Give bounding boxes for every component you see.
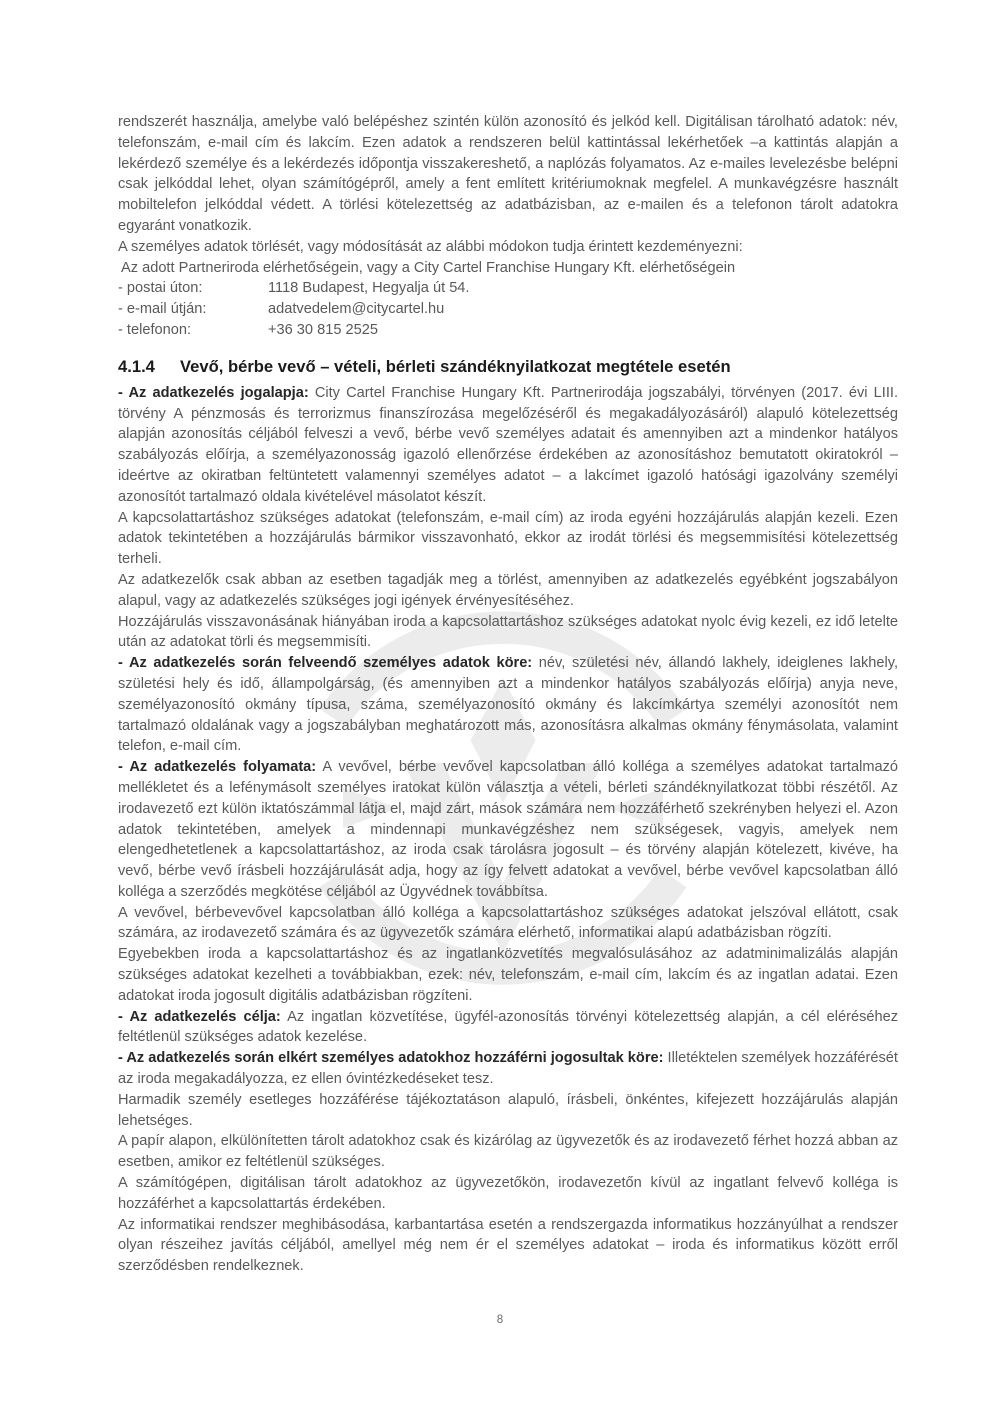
paragraph-text: Illetéktelen személyek hozzáférését az iroda megakadályozza, ez ellen óvintézkedéseket tesz. — [118, 1050, 898, 1088]
paragraph-text: Hozzájárulás visszavonásának hiányában iroda a kapcsolattartáshoz szükséges adatokat nyolc évig kezeli, ez idő letelte után az adatokat törli és megsemmisíti. — [118, 613, 898, 651]
paragraph — [118, 944, 898, 1006]
paragraph-text: Harmadik személy esetleges hozzáférése tájékoztatáson alapuló, írásbeli, önkéntes, kifejezett hozzájárulás alapján lehetséges. — [118, 1091, 898, 1129]
paragraph-text: A számítógépen, digitálisan tárolt adatokhoz az ügyvezetőkön, irodavezetőn kívül az ingatlant felvevő kolléga is hozzáférhet a kapcsolattartás érdekében. — [118, 1175, 898, 1212]
section-heading — [118, 356, 898, 378]
paragraph-text: City Cartel Franchise Hungary Kft. Partnerirodája jogszabályi, törvényen (2017. évi LIII. törvény A pénzmosás és terrorizmus finanszírozása megelőzéséről és megakadályozásáról) alapuló kötelezettség alapján azonosítás céljából felveszi a vevő, bérbe vevő személyes adatait és amennyiben azt a mindenkor hatályos szabályozás előírja, a személyazonosság igazoló ellenőrzése érdekében az azonosításhoz bemutatott okiratokról – ideértve az okiratban feltüntetett valamennyi személyes adatot – a lakcímet igazoló hatósági igazolvány személyi azonosítót tartalmazó oldala kivételével másolatot készít. — [118, 384, 898, 505]
paragraph — [118, 1090, 898, 1132]
paragraph-text: Az ingatlan közvetítése, ügyfél-azonosítás törvényi kötelezettség alapján, a cél eléréséhez feltétlenül szükséges adatok kezelése. — [118, 1008, 899, 1046]
deletion-request-intro-line: A személyes adatok törlését, vagy módosítását az alábbi módokon tudja érintett kezdeményezni: — [118, 238, 743, 255]
contact-value-phone-number: +36 30 815 2525 — [268, 321, 378, 338]
paragraph-purpose — [118, 1007, 898, 1049]
paragraph — [118, 1173, 898, 1215]
paragraph-lead-in: - Az adatkezelés során felveendő személyes adatok köre: — [118, 655, 533, 672]
contact-row-postal — [118, 278, 898, 299]
contact-value-postal-address: 1118 Budapest, Hegyalja út 54. — [268, 280, 470, 297]
paragraph — [118, 1131, 898, 1173]
paragraph-access-rights — [118, 1048, 898, 1090]
paragraph — [118, 570, 898, 612]
contact-label-phone: - telefonon: — [118, 321, 192, 338]
paragraph-lead-in: - Az adatkezelés során elkért személyes adatokhoz hozzáférni jogosultak köre: — [118, 1050, 664, 1067]
document-content — [118, 112, 898, 1277]
contact-row-email — [118, 299, 898, 320]
paragraph-text: A vevővel, bérbevevővel kapcsolatban álló kolléga a kapcsolattartáshoz szükséges adatokat jelszóval ellátott, csak számára, az irodavezető számára és az ügyvezetők számára elérhető, informatikai alapú adatbázisban rögzíti. — [118, 904, 898, 942]
paragraph-lead-in: - Az adatkezelés célja: — [118, 1008, 281, 1025]
paragraph-lead-in: - Az adatkezelés jogalapja: — [118, 384, 309, 401]
page-number: 8 — [496, 1314, 504, 1326]
paragraph-text: Az informatikai rendszer meghibásodása, karbantartása esetén a rendszergazda informatikus hozzányúlhat a rendszer olyan részeihez javítás céljából, amellyel még nem ér el személyes adatokat – iroda és informatikus között erről szerződésben rendelkeznek. — [118, 1216, 898, 1275]
contact-row-phone — [118, 320, 898, 341]
section-number: 4.1.4 — [118, 356, 155, 376]
paragraph-text: A vevővel, bérbe vevővel kapcsolatban álló kolléga a személyes adatokat tartalmazó mellékletet és a lefénymásolt személyes iratokat külön választja a vételi, bérleti szándéknyilatkozat többi részétől. Az irodavezető ezt külön iktatószámmal látja el, majd zárt, mások számára nem hozzáférhető szekrényben helyezi el. Azon adatok tekintetében, amelyek a mindennapi munkavégzéshez nem szükségesek, vagyis, amelyek nem elengedhetetlenek a kapcsolattartáshoz, az iroda csak tárolásra jogosult – és törvény alapján kötelezett, kivéve, ha vevő, bérbe vevő írásbeli hozzájárulását adja, hogy az így felvett adatokat a vevővel, bérbe vevővel kapcsolatban álló kolléga a szerződés megkötése céljából az Ügyvédnek továbbítsa. — [118, 759, 899, 900]
paragraph-legal-basis — [118, 383, 898, 508]
paragraph-text: Egyebekben iroda a kapcsolattartáshoz és az ingatlanközvetítés megvalósulásához az adatminimalizálás alapján szükséges adatokat kezelheti a továbbiakban, ezek: név, telefonszám, e-mail cím, lakcím és az ingatlan adatai. Ezen adatokat iroda jogosult digitális adatbázisban rögzíteni. — [118, 946, 898, 1004]
paragraph-text: A papír alapon, elkülönítetten tárolt adatokhoz csak és kizárólag az ügyvezetők és az irodavezető férhet hozzá abban az esetben, amikor ez feltétlenül szükséges. — [118, 1133, 898, 1171]
paragraph-process — [118, 757, 898, 903]
contact-value-email-address: adatvedelem@citycartel.hu — [268, 301, 445, 318]
partner-office-line: Az adott Partneriroda elérhetőségein, vagy a City Cartel Franchise Hungary Kft. elérhetőségein — [121, 259, 736, 276]
paragraph-text: név, születési név, állandó lakhely, ideiglenes lakhely, születési hely és idő, állampolgárság, (és amennyiben azt a mindenkor hatályos szabályozás előírja) anyja neve, személyazonosító okmány típusa, száma, személyazonosító okmány és lakcímkártya személyi azonosítót nem tartalmazó oldalának vagy a jogszabályban meghatározott más, azonosításra alkalmas okmány fénymásolata, valamint telefon, e-mail cím. — [118, 655, 898, 755]
contact-label-postal: - postai úton: — [118, 280, 203, 297]
paragraph — [118, 903, 898, 945]
paragraph-lead-in: - Az adatkezelés folyamata: — [118, 759, 317, 776]
paragraph-text: Az adatkezelők csak abban az esetben tagadják meg a törlést, amennyiben az adatkezelés egyébként jogszabályon alapul, vagy az adatkezelés szükséges jogi igények érvényesítéséhez. — [118, 571, 898, 609]
paragraph — [118, 508, 898, 570]
paragraph — [118, 612, 898, 654]
intro-paragraph-text: rendszerét használja, amelybe való belépéshez szintén külön azonosító és jelkód kell. Digitálisan tárolható adatok: név, telefonszám, e-mail cím és lakcím. Ezen adatok a rendszeren belül kattintással lekérhetőek –a kattintás alapján a lekérdező személye és a lekérdezés időpontja visszakereshető, a naplózás folyamatos. Az e-mailes levelezésbe belépni csak jelkóddal lehet, olyan számítógépről, amely a fent említett kritériumoknak megfelel. A munkavégzésre használt mobiltelefon jelkóddal védett. A törlési kötelezettség az adatbázisban, az e-mailen és a telefonon tárolt adatokra egyaránt vonatkozik. — [118, 114, 898, 234]
section-title: Vevő, bérbe vevő – vételi, bérleti szándéknyilatkozat megtétele esetén — [180, 356, 731, 376]
paragraph-text: A kapcsolattartáshoz szükséges adatokat (telefonszám, e-mail cím) az iroda egyéni hozzájárulás alapján kezeli. Ezen adatok tekintetében a hozzájárulás bármikor visszavonható, ekkor az irodát törlési és megsemmisítési kötelezettség terheli. — [118, 509, 898, 568]
paragraph-personal-data-scope — [118, 653, 898, 757]
paragraph — [118, 1215, 898, 1277]
intro-paragraph — [118, 112, 898, 237]
contact-label-email: - e-mail útján: — [118, 301, 207, 318]
